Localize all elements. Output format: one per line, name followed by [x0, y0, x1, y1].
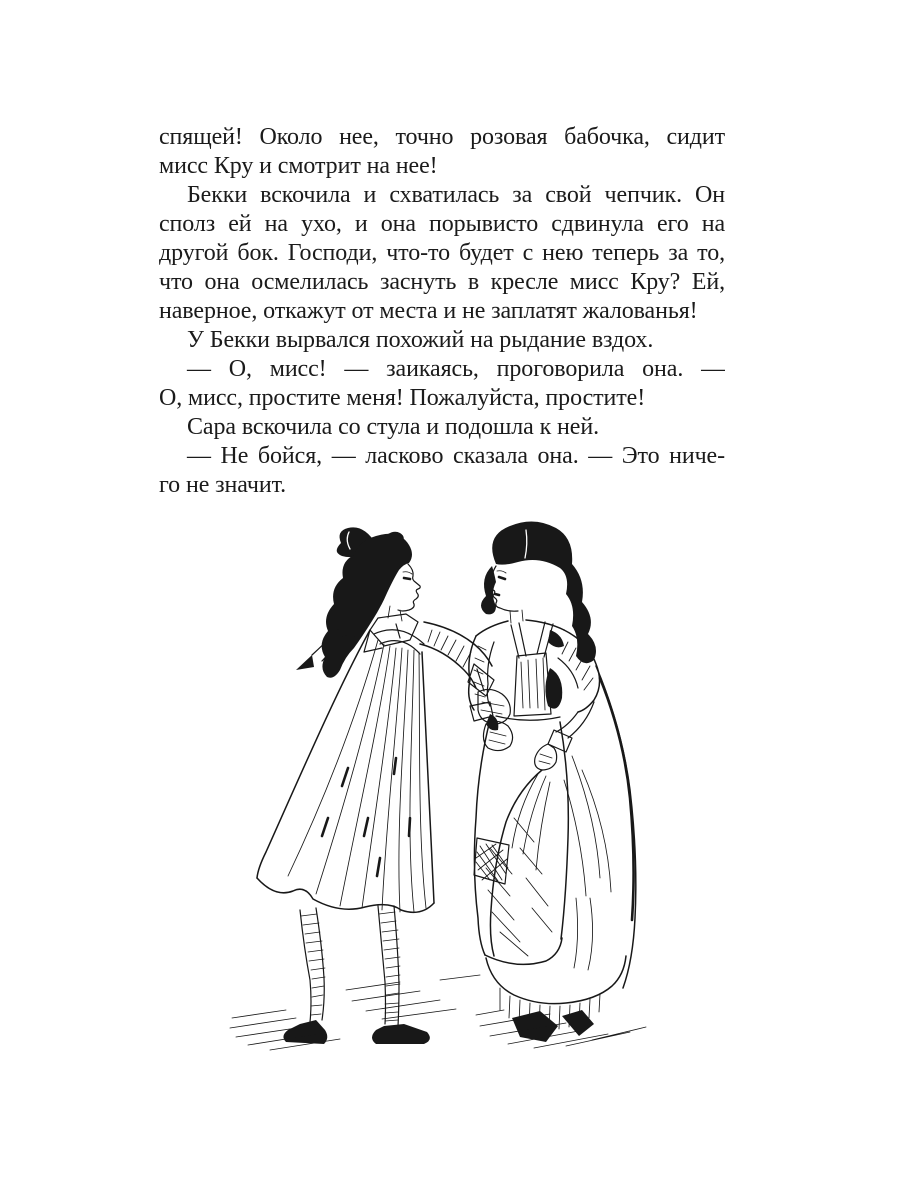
- becky-apron-pocket: [474, 838, 509, 884]
- text-line: Бекки вскочила и схватилась за свой чепчик. Он: [187, 182, 725, 208]
- illustration-svg: [228, 518, 662, 1066]
- becky-straps: [511, 622, 553, 658]
- text-line: — О, мисс! — заикаясь, проговорила она. —: [187, 356, 725, 382]
- illustration-two-girls: [228, 518, 662, 1066]
- page-text: [159, 123, 725, 500]
- text-line: Сара вскочила со стула и подошла к ней.: [187, 414, 599, 440]
- becky-right-sleeve: [469, 636, 494, 721]
- text-line: го не значит.: [159, 472, 287, 498]
- becky-bib: [514, 653, 551, 716]
- sara-hair: [322, 534, 412, 678]
- becky-apron: [474, 720, 568, 964]
- becky-bodice: [476, 620, 564, 730]
- text-line: — Не бойся, — ласково сказала она. — Это ниче-: [187, 443, 725, 469]
- becky-eye: [499, 577, 505, 579]
- text-line: другой бок. Господи, что-то будет с нею теперь за то,: [159, 240, 725, 266]
- sara-dress: [257, 630, 434, 913]
- sara-shoe-back: [283, 1020, 327, 1044]
- sara-dress-pleats: [288, 640, 426, 912]
- sara-brow: [403, 572, 412, 574]
- text-line: У Бекки вырвался похожий на рыдание вздох.: [187, 327, 654, 353]
- sara-face: [398, 564, 420, 611]
- sara-legs: [283, 906, 429, 1044]
- sara-figure: [257, 527, 494, 1044]
- text-line: наверное, откажут от места и не заплатят жалованья!: [159, 298, 698, 324]
- text-line: сполз ей на ухо, и она порывисто сдвинула его на: [159, 211, 725, 237]
- text-line: мисс Кру и смотрит на нее!: [159, 153, 438, 179]
- becky-brow: [497, 571, 506, 573]
- sara-arm: [420, 622, 494, 696]
- sara-eye: [404, 578, 410, 579]
- sara-shoe-front: [372, 1024, 430, 1044]
- text-line: О, мисс, простите меня! Пожалуйста, простите!: [159, 385, 646, 411]
- text-line: спящей! Около нее, точно розовая бабочка, сидит: [159, 124, 725, 150]
- becky-figure: [469, 521, 636, 1042]
- text-line: что она осмелилась заснуть в кресле мисс Кру? Ей,: [159, 269, 725, 295]
